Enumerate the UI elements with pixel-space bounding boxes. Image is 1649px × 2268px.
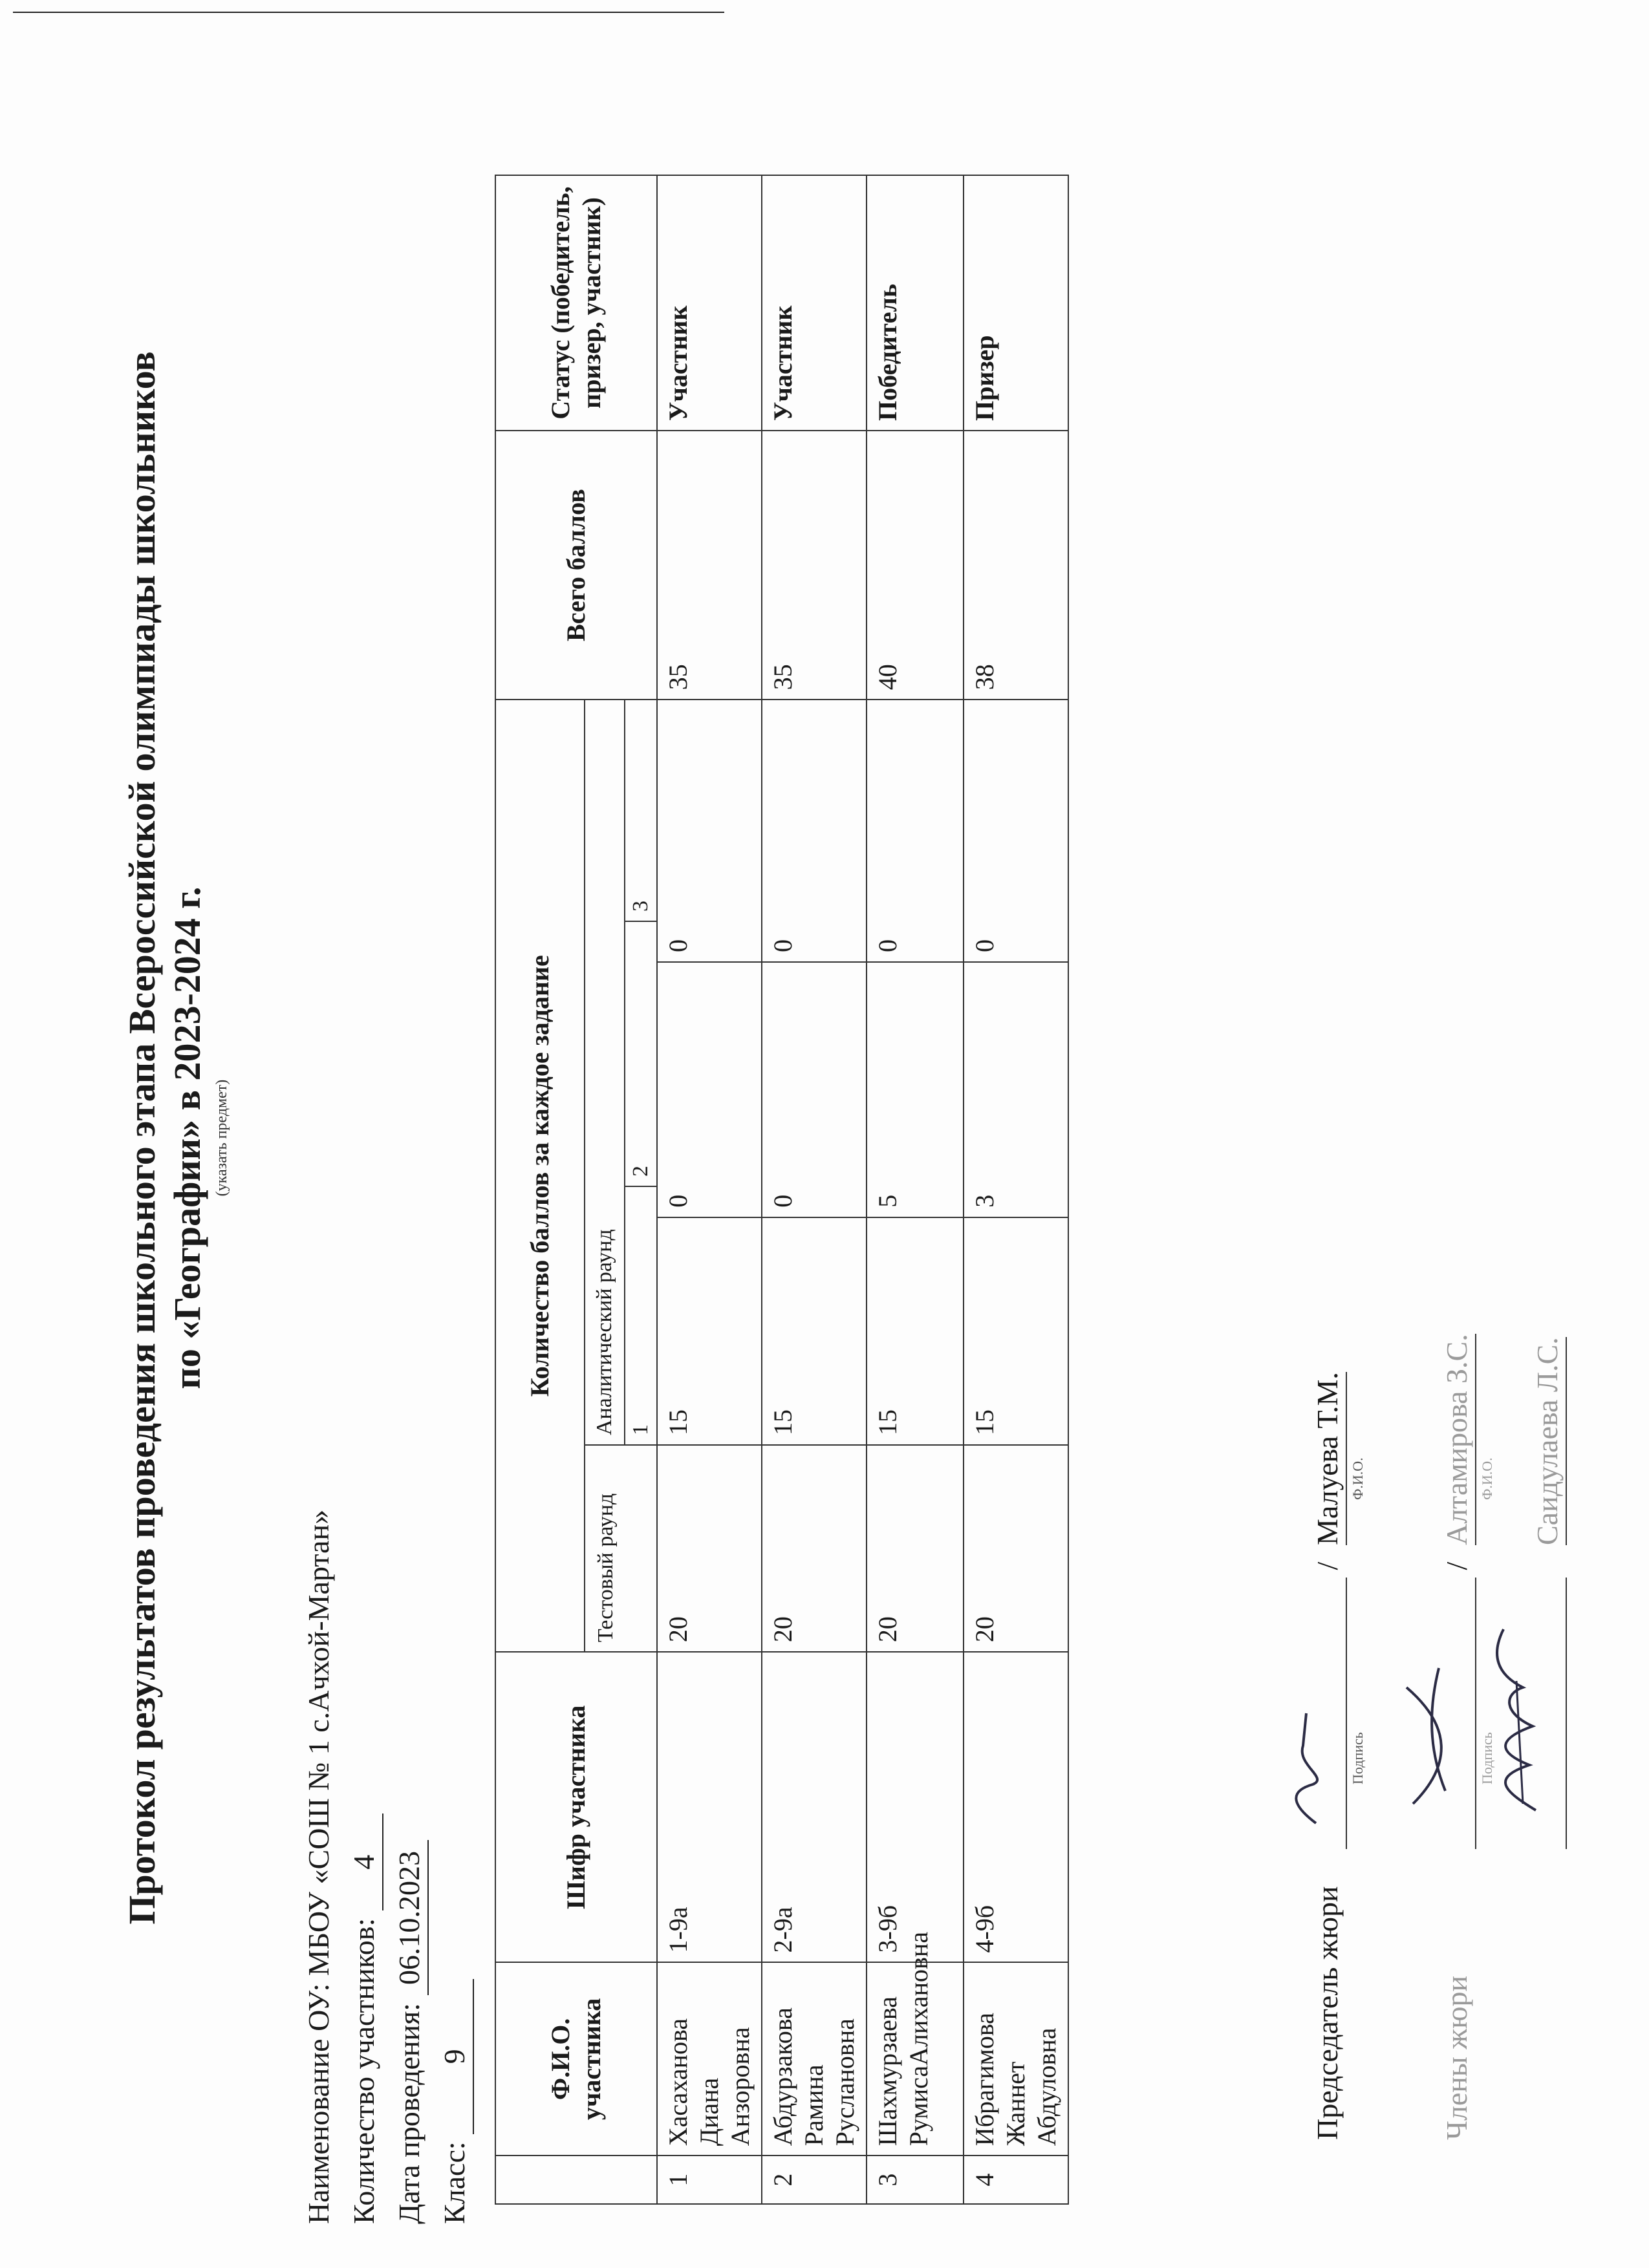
chair-name-wrap <box>1310 1372 1347 1545</box>
table-row <box>964 175 1068 2204</box>
member1-signature-caption: Подпись <box>1479 1732 1495 1784</box>
task3-score: 0 <box>867 700 964 962</box>
subject-caption: (указать предмет) <box>213 1079 230 1197</box>
document-title: Протокол результатов проведения школьного этапа Всероссийской олимпиады школьников <box>121 351 163 1925</box>
test-score: 20 <box>867 1445 964 1652</box>
task1-score: 15 <box>964 1217 1068 1445</box>
row-number: 3 <box>867 2156 964 2204</box>
participant-code: 3-9б <box>867 1652 964 1962</box>
test-score: 20 <box>762 1445 867 1652</box>
header-analytic-round <box>585 700 657 1445</box>
task-numbers <box>624 700 656 1444</box>
header-status: Статус (победитель, призер, участник) <box>495 175 657 431</box>
date-label: Дата проведения: <box>393 2002 426 2224</box>
participant-name: Абдурзакова Рамина Руслановна <box>762 1962 867 2156</box>
test-score: 20 <box>657 1445 762 1652</box>
total-score: 40 <box>867 431 964 700</box>
member1-signature-line: / <box>1439 1562 1476 1849</box>
participant-code: 1-9а <box>657 1652 762 1962</box>
participant-status: Победитель <box>867 175 964 431</box>
class-label: Класс: <box>438 2141 471 2224</box>
participant-name: Шахмурзаева РумисаАлихановна <box>867 1962 964 2156</box>
participant-status: Участник <box>762 175 867 431</box>
chair-signature-mark <box>1277 1649 1335 1830</box>
event-date <box>391 1840 429 2224</box>
participants-count <box>346 1813 383 2224</box>
task1-score: 15 <box>762 1217 867 1445</box>
task1-score: 15 <box>657 1217 762 1445</box>
header-code: Шифр участника <box>495 1652 657 1962</box>
class-line <box>436 1979 474 2224</box>
chair-signature-caption: Подпись <box>1350 1732 1366 1784</box>
member1-fio-caption: Ф.И.О. <box>1479 1457 1495 1500</box>
class-value: 9 <box>436 1979 474 2134</box>
results-table <box>495 175 1069 2205</box>
header-number <box>495 2156 657 2204</box>
row-number: 4 <box>964 2156 1068 2204</box>
test-score: 20 <box>964 1445 1068 1652</box>
member2-name-wrap <box>1529 1337 1567 1545</box>
analytic-round-label: Аналитический раунд <box>592 1229 616 1435</box>
document-subtitle: по «Географии» в 2023-2024 г. <box>166 886 208 1389</box>
total-score: 35 <box>762 431 867 700</box>
task1-score: 15 <box>867 1217 964 1445</box>
header-scores: Количество баллов за каждое задание <box>495 700 585 1652</box>
member1-signature-mark <box>1394 1649 1465 1817</box>
header-test-round: Тестовый раунд <box>585 1445 657 1652</box>
row-number: 2 <box>762 2156 867 2204</box>
participants-value: 4 <box>346 1813 383 1910</box>
date-value: 06.10.2023 <box>391 1840 429 1995</box>
row-number: 1 <box>657 2156 762 2204</box>
task-1-label: 1 <box>625 1186 656 1444</box>
header-total: Всего баллов <box>495 431 657 700</box>
participant-code: 2-9а <box>762 1652 867 1962</box>
total-score: 38 <box>964 431 1068 700</box>
task3-score: 0 <box>762 700 867 962</box>
member1-name: Алтамирова З.С. <box>1439 1334 1476 1545</box>
participant-status: Участник <box>657 175 762 431</box>
task2-score: 0 <box>762 962 867 1217</box>
school-name: Наименование ОУ: МБОУ «СОШ № 1 с.Ачхой-Мартан» <box>302 1509 335 2224</box>
task2-score: 5 <box>867 962 964 1217</box>
chair-label: Председатель жюри <box>1311 1886 1344 2140</box>
chair-fio-caption: Ф.И.О. <box>1350 1457 1366 1500</box>
task2-score: 3 <box>964 962 1068 1217</box>
total-score: 35 <box>657 431 762 700</box>
chair-name: Малуева Т.М. <box>1310 1372 1347 1545</box>
participant-status: Призер <box>964 175 1068 431</box>
header-fio: Ф.И.О. участника <box>495 1962 657 2156</box>
participant-name: Хасаханова Диана Анзоровна <box>657 1962 762 2156</box>
scan-edge-line <box>13 12 724 13</box>
member1-name-wrap <box>1439 1334 1476 1545</box>
task-2-label: 2 <box>625 921 656 1186</box>
task-3-label: 3 <box>629 900 652 912</box>
table-row <box>657 175 762 2204</box>
task2-score: 0 <box>657 962 762 1217</box>
task3-score: 0 <box>657 700 762 962</box>
table-row <box>867 175 964 2204</box>
participant-code: 4-9б <box>964 1652 1068 1962</box>
header-row-1 <box>495 175 585 2204</box>
member2-name: Саидулаева Л.С. <box>1529 1337 1567 1545</box>
task3-score: 0 <box>964 700 1068 962</box>
participants-label: Количество участников: <box>347 1918 380 2224</box>
members-label: Члены жюри <box>1440 1975 1473 2140</box>
rotated-document <box>48 39 1600 2237</box>
participant-name: Ибрагимова Жаннет Абдуловна <box>964 1962 1068 2156</box>
table-row <box>762 175 867 2204</box>
member2-signature-mark <box>1478 1616 1555 1823</box>
chair-signature-line: / <box>1310 1562 1347 1849</box>
